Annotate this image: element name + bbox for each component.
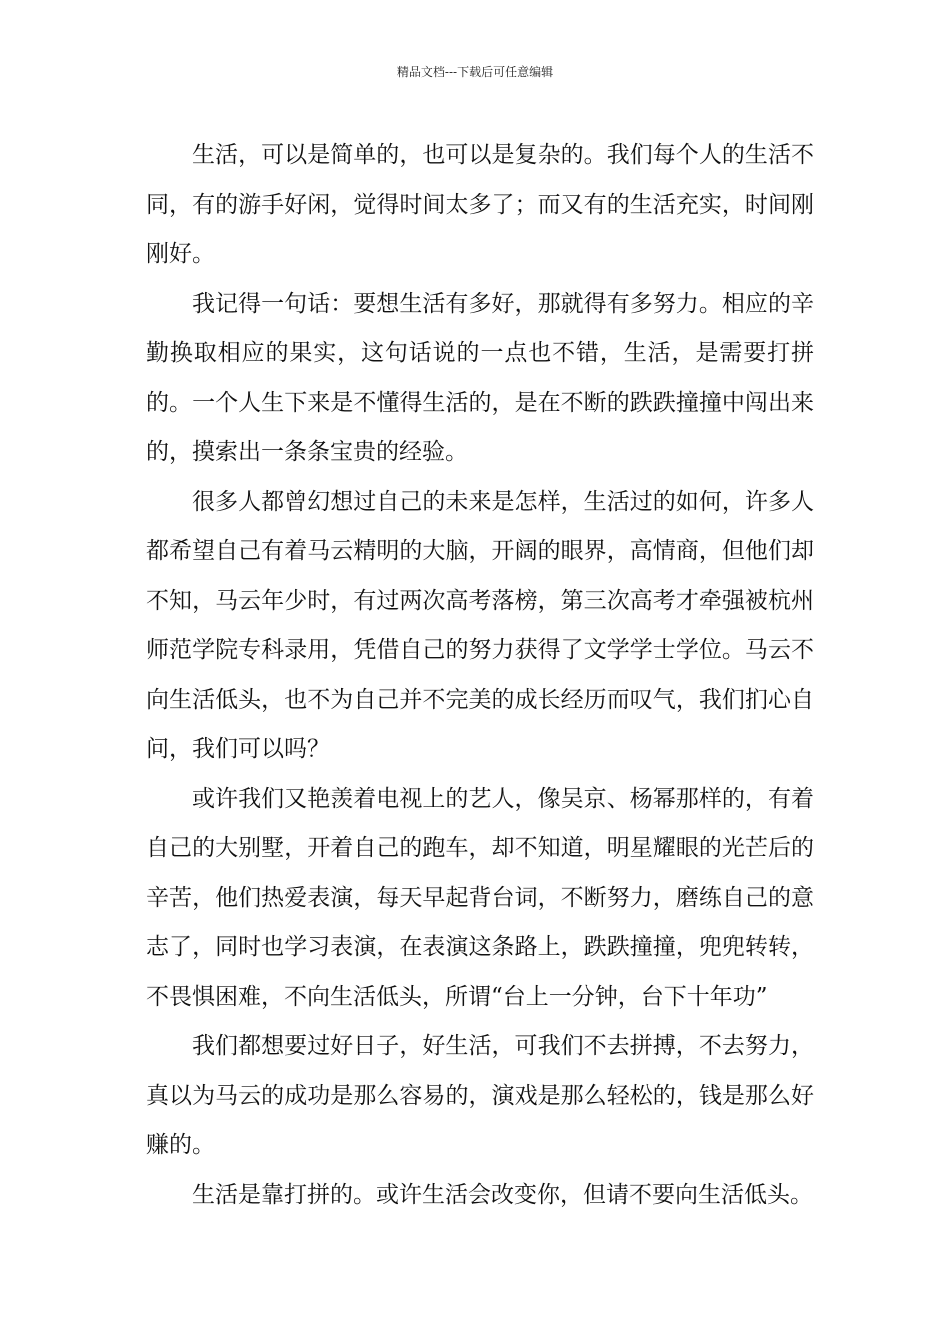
paragraph-3: 很多人都曾幻想过自己的未来是怎样，生活过的如何，许多人都希望自己有着马云精明的大脑，开阔的眼界，高情商，但他们却不知，马云年少时，有过两次高考落榜，第三次高考才牵强被杭州师范学院专科录用，凭借自己的努力获得了文学学士学位。马云不向生活低头，也不为自己并不完美的成长经历而叹气，我们扪心自问，我们可以吗？ xyxy=(146,488,814,762)
paragraph-5: 我们都想要过好日子，好生活，可我们不去拼搏，不去努力，真以为马云的成功是那么容易的，演戏是那么轻松的，钱是那么好赚的。 xyxy=(146,1033,814,1158)
paragraph-1: 生活，可以是简单的，也可以是复杂的。我们每个人的生活不同，有的游手好闲，觉得时间太多了；而又有的生活充实，时间刚刚好。 xyxy=(146,142,814,267)
paragraph-4: 或许我们又艳羡着电视上的艺人，像吴京、杨幂那样的，有着自己的大别墅，开着自己的跑车，却不知道，明星耀眼的光芒后的辛苦，他们热爱表演，每天早起背台词，不断努力，磨练自己的意志了，同时也学习表演，在表演这条路上，跌跌撞撞，兜兜转转，不畏惧困难，不向生活低头，所谓“台上一分钟，台下十年功” xyxy=(146,785,814,1010)
article-body xyxy=(146,131,814,1220)
paragraph-6: 生活是靠打拼的。或许生活会改变你，但请不要向生活低头。 xyxy=(192,1181,813,1208)
paragraph-2: 我记得一句话：要想生活有多好，那就得有多努力。相应的辛勤换取相应的果实，这句话说的一点也不错，生活，是需要打拼的。一个人生下来是不懂得生活的，是在不断的跌跌撞撞中闯出来的，摸索出一条条宝贵的经验。 xyxy=(146,290,814,465)
page-header: 精品文档---下载后可任意编辑 xyxy=(396,65,554,79)
